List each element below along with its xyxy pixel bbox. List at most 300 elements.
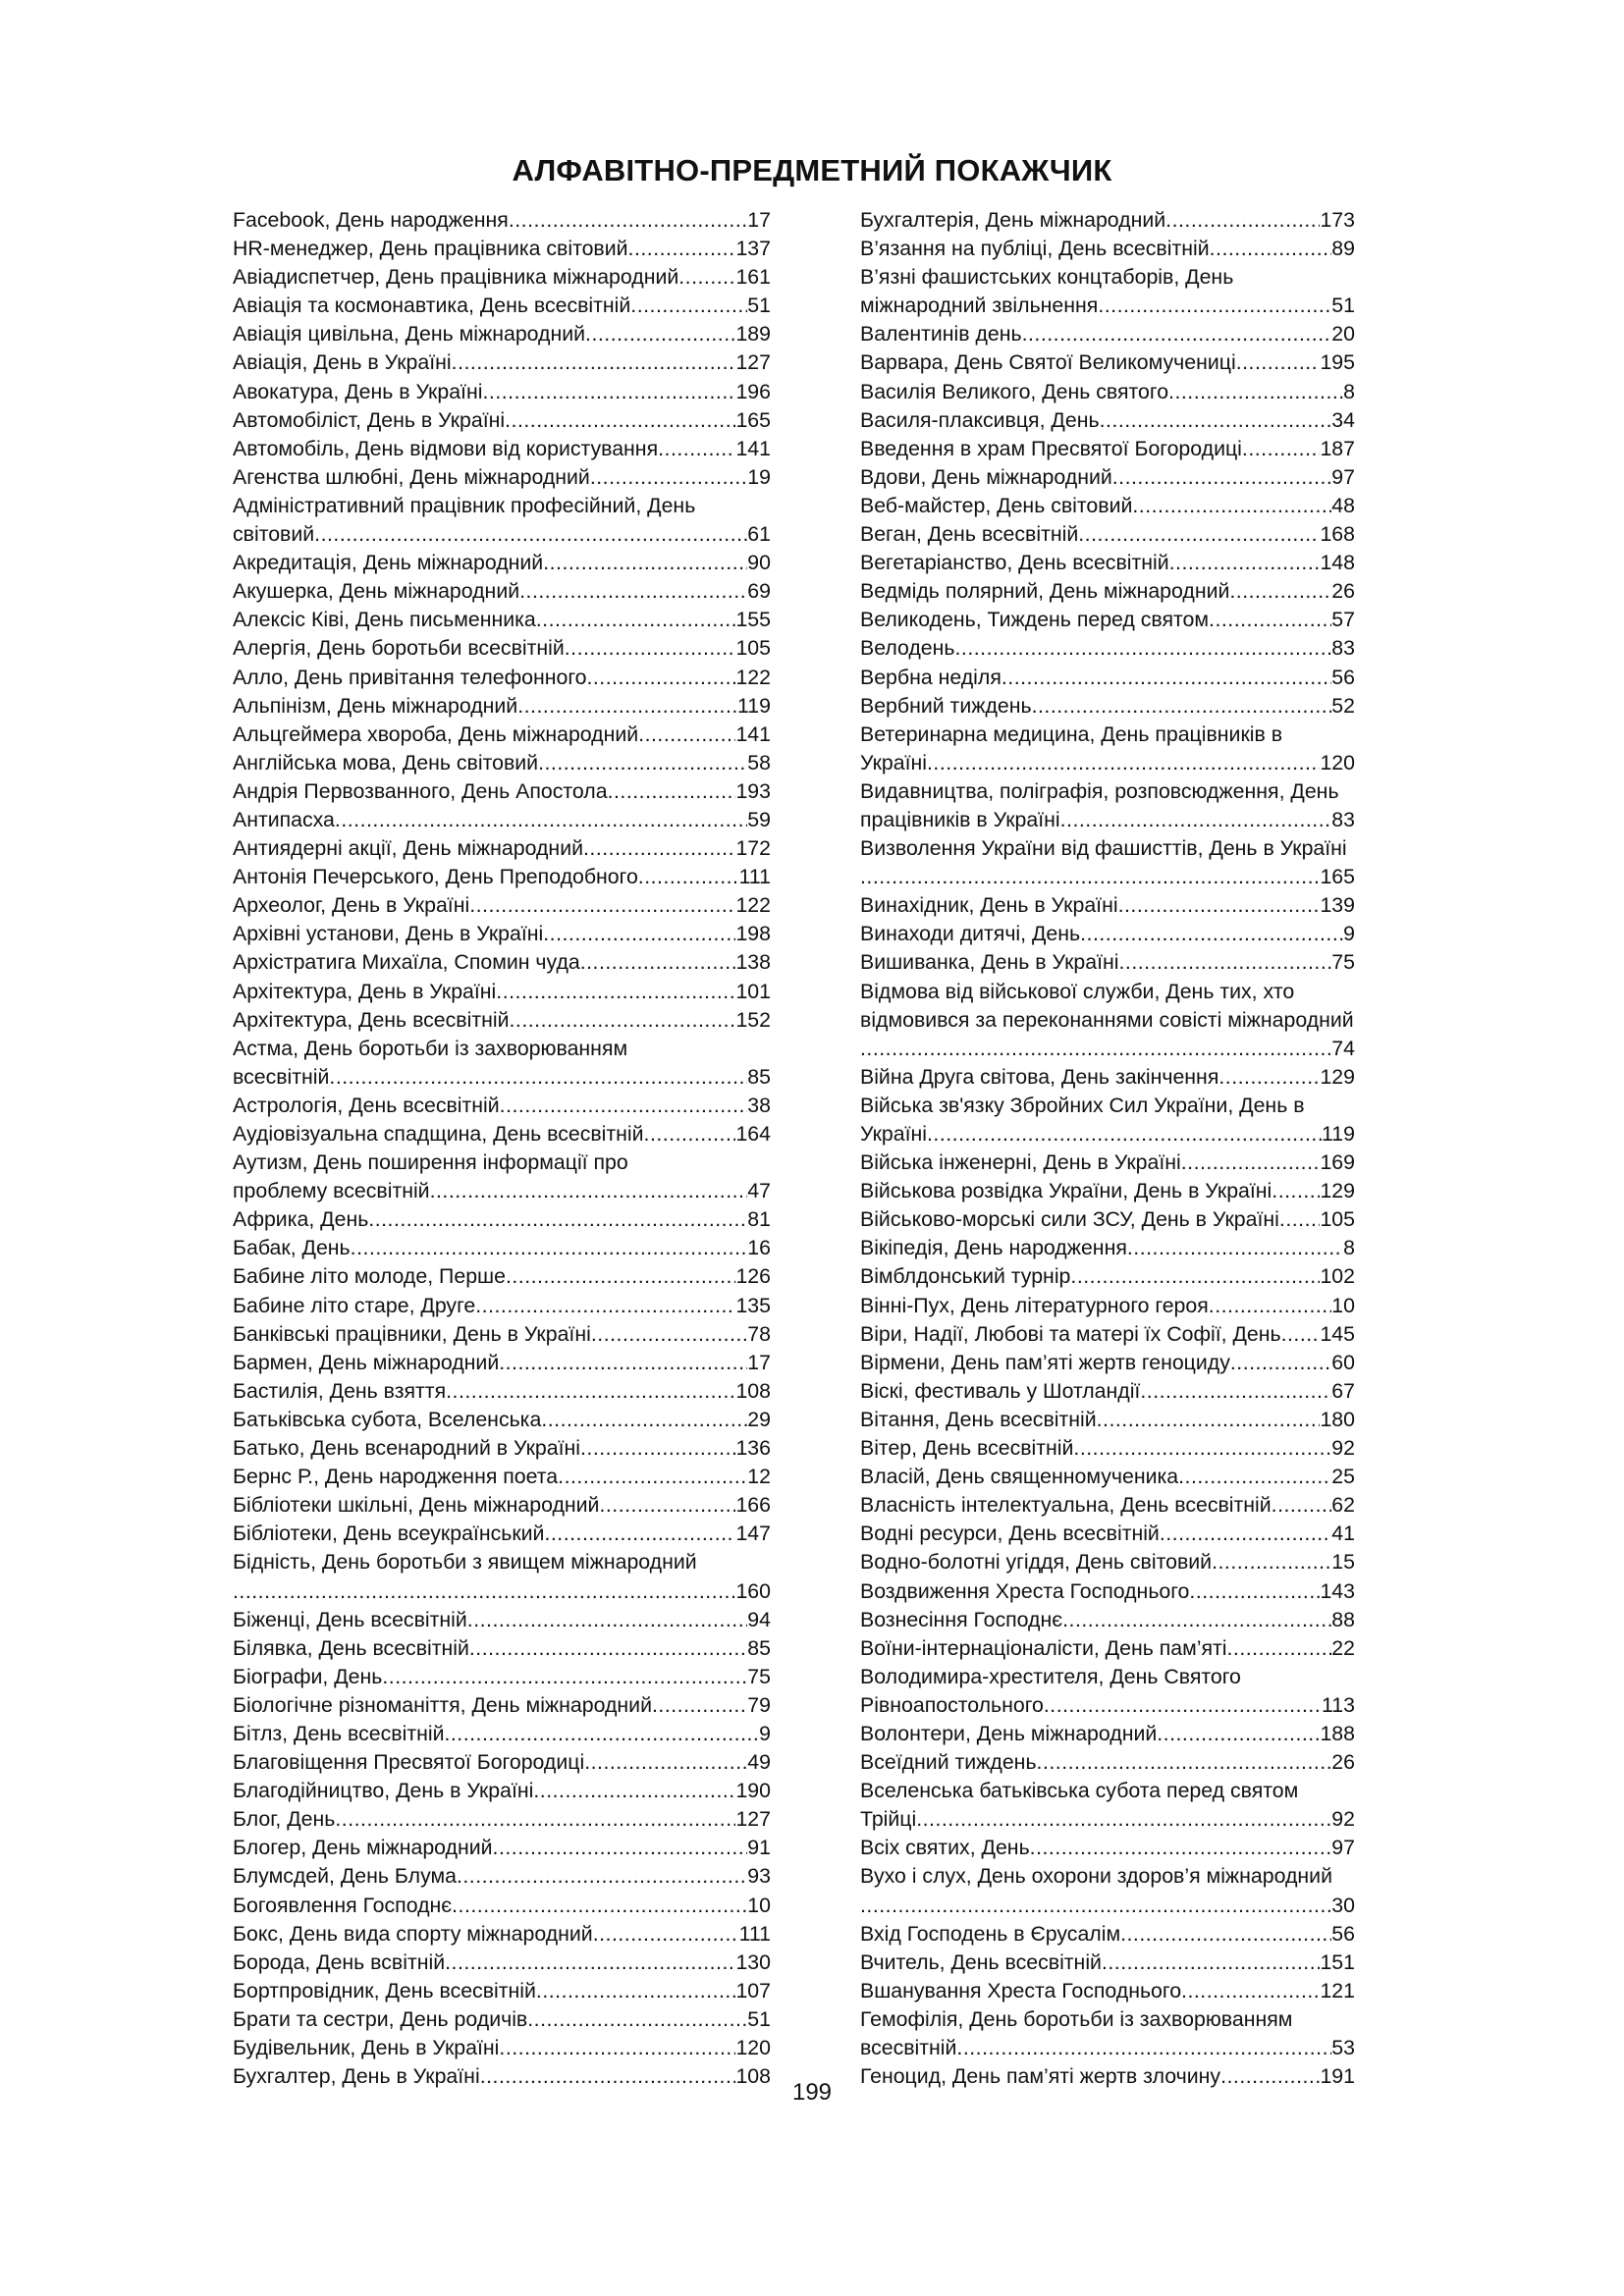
dot-leader (1140, 1377, 1331, 1406)
index-entry-text: Акушерка, День міжнародний (233, 579, 520, 604)
index-entry-text: Африка, День (233, 1207, 369, 1232)
index-entry-page: 143 (1320, 1578, 1355, 1603)
index-entry-text: Ведмідь полярний, День міжнародний (860, 579, 1230, 604)
index-entry-text: Благовіщення Пресвятої Богородиці (233, 1750, 585, 1775)
index-entry-text: Блог, День (233, 1807, 336, 1832)
index-entry (860, 1577, 1355, 1606)
index-entry-text: Автомобіль, День відмови від користування (233, 436, 659, 460)
dot-leader (583, 834, 735, 863)
index-entry-page: 139 (1320, 893, 1355, 918)
index-entry-text: проблему всесвітній (233, 1179, 430, 1203)
dot-leader (1181, 1977, 1320, 2005)
index-entry-text: Автомобіліст, День в Україні (233, 407, 506, 432)
index-entry (233, 378, 771, 406)
index-entry-leader-line (860, 435, 1355, 463)
index-entry-text: Алексіс Ківі, День письменника (233, 608, 536, 632)
index-entry (860, 235, 1355, 263)
index-entry (233, 320, 771, 348)
dot-leader (1281, 1320, 1321, 1349)
index-entry-page: 122 (735, 665, 771, 689)
index-entry-page: 190 (735, 1779, 771, 1803)
dot-leader (430, 1177, 748, 1205)
index-entry-text: світовий (233, 522, 315, 547)
index-entry-page: 58 (747, 750, 771, 774)
index-entry-page: 67 (1331, 1378, 1355, 1403)
index-entry (233, 1377, 771, 1406)
index-entry-page: 8 (1343, 1236, 1355, 1260)
index-entry (233, 978, 771, 1006)
index-entry-page: 29 (747, 1407, 771, 1431)
dot-leader (644, 1120, 736, 1148)
index-entry-page: 15 (1331, 1550, 1355, 1575)
dot-leader (1230, 1349, 1331, 1377)
dot-leader (544, 1520, 735, 1548)
dot-leader (630, 292, 747, 320)
index-entry (233, 292, 771, 320)
index-entry-text: Бібліотеки, День всеукраїнський (233, 1522, 545, 1546)
dot-leader (1236, 348, 1321, 377)
index-entry-text: Гемофілія, День боротьби із захворюванням (860, 2006, 1293, 2031)
index-entry-page: 57 (1331, 608, 1355, 632)
dot-leader (509, 1006, 735, 1035)
index-entry (860, 378, 1355, 406)
index-entry-text: Війська зв'язку Збройних Сил України, День в (860, 1093, 1305, 1117)
index-entry-leader-line (860, 1920, 1355, 1949)
index-entry-text: Акредитація, День міжнародний (233, 551, 544, 575)
index-entry (233, 1949, 771, 1977)
index-entry-text: HR-менеджер, День працівника світовий (233, 237, 628, 261)
index-entry-text: Альцгеймера хвороба, День міжнародний (233, 721, 639, 746)
dot-leader (1127, 1234, 1343, 1262)
index-entry-text: Власність інтелектуальна, День всесвітній (860, 1493, 1272, 1518)
dot-leader (452, 1892, 747, 1920)
index-entry-leader-line (860, 1406, 1355, 1434)
index-entry-leader-line (860, 406, 1355, 435)
dot-leader (500, 1092, 748, 1120)
index-entry (860, 920, 1355, 948)
index-entry-page: 22 (1331, 1635, 1355, 1660)
index-entry (233, 1548, 771, 1605)
index-entry-page: 164 (735, 1122, 771, 1146)
index-entry-page: 94 (747, 1607, 771, 1631)
index-entry-text: Війна Друга світова, День закінчення (860, 1064, 1219, 1089)
index-entry-page: 160 (735, 1578, 771, 1603)
index-entry-leader-line (233, 2034, 771, 2062)
index-entry-leader-line (233, 1720, 771, 1748)
index-entry (233, 749, 771, 777)
dot-leader (469, 891, 735, 920)
dot-leader (1022, 320, 1332, 348)
index-entry-text: міжнародний звільнення (860, 294, 1099, 318)
index-entry-text: Бармен, День міжнародний (233, 1350, 500, 1374)
dot-leader (543, 549, 747, 577)
index-entry-page: 111 (738, 1921, 771, 1946)
index-entry-leader-line (860, 1805, 1355, 1834)
dot-leader (1073, 1434, 1331, 1463)
index-entry (860, 1434, 1355, 1463)
index-entry-leader-line (860, 692, 1355, 721)
index-entry (233, 692, 771, 721)
dot-leader (1165, 206, 1320, 235)
dot-leader (1218, 1063, 1320, 1092)
index-entry (860, 606, 1355, 634)
index-entry-leader-line (233, 435, 771, 463)
index-entry-page: 79 (747, 1692, 771, 1717)
index-entry-leader-line (233, 1377, 771, 1406)
dot-leader (1157, 1720, 1320, 1748)
index-entry-text: Вікіпедія, День народження (860, 1236, 1127, 1260)
index-entry-page: 92 (1331, 1436, 1355, 1461)
index-entry (233, 1148, 771, 1205)
dot-leader (1060, 806, 1332, 834)
index-entry-leader-line (233, 777, 771, 806)
index-entry (233, 1035, 771, 1092)
index-entry-leader-line (233, 2005, 771, 2034)
index-entry-leader-line (860, 378, 1355, 406)
index-entry-page: 141 (735, 436, 771, 460)
index-entry-text: Всеїдний тиждень (860, 1750, 1037, 1775)
dot-leader (536, 1977, 736, 2005)
index-entry-leader-line (233, 634, 771, 663)
dot-leader (1070, 1262, 1320, 1291)
index-entry (860, 1406, 1355, 1434)
index-entry-text: Андрія Первозванного, День Апостола (233, 778, 608, 803)
dot-leader (1001, 664, 1331, 692)
index-entry (233, 1606, 771, 1634)
index-entry-text: Визволення України від фашисттів, День в Україні (860, 836, 1347, 861)
index-entry-text: Вітання, День всесвітній (860, 1407, 1097, 1431)
dot-leader (652, 1691, 747, 1720)
dot-leader (467, 1606, 748, 1634)
index-entry-leader-line (860, 948, 1355, 977)
dot-leader (517, 692, 737, 721)
index-entry-page: 60 (1331, 1350, 1355, 1374)
index-entry-leader-line (860, 606, 1355, 634)
dot-leader (1168, 378, 1343, 406)
index-entry-text: Валентинів день (860, 322, 1022, 347)
index-entry-text: Віскі, фестиваль у Шотландії (860, 1378, 1141, 1403)
index-entry (860, 1634, 1355, 1663)
index-entry-page: 88 (1331, 1607, 1355, 1631)
index-entry (233, 1691, 771, 1720)
index-entry-page: 56 (1331, 1921, 1355, 1946)
index-entry-page: 120 (1320, 750, 1355, 774)
index-entry (860, 1234, 1355, 1262)
index-entry-page: 105 (1320, 1207, 1355, 1232)
index-entry-leader-line (860, 1035, 1355, 1063)
index-entry-page: 56 (1331, 665, 1355, 689)
index-entry-text: Василя-плаксивця, День (860, 407, 1100, 432)
index-entry-leader-line (233, 1920, 771, 1949)
index-entry-leader-line (233, 1292, 771, 1320)
index-entry-text: Рівноапостольного (860, 1692, 1044, 1717)
index-entry-page: 173 (1320, 208, 1355, 232)
dot-leader (565, 634, 736, 663)
index-entry-text: Будівельник, День в Україні (233, 2036, 500, 2059)
index-entry-page: 52 (1331, 693, 1355, 718)
index-entry-text: Бібліотеки шкільні, День міжнародний (233, 1493, 600, 1518)
page-title: АЛФАВІТНО-ПРЕДМЕТНИЙ ПОКАЖЧИК (512, 153, 1112, 187)
index-entry-leader-line (233, 834, 771, 863)
index-entry-page: 61 (747, 522, 771, 547)
index-entry-leader-line (233, 806, 771, 834)
index-entry-text: Вселенська батьківська субота перед святом (860, 1779, 1299, 1803)
index-entry-text: Війська інженерні, День в Україні (860, 1150, 1181, 1175)
index-entry (233, 1862, 771, 1891)
index-entry (860, 1205, 1355, 1234)
index-entry-page: 26 (1331, 579, 1355, 604)
index-entry-text: Білявка, День всесвітній (233, 1635, 469, 1660)
dot-leader (599, 1491, 735, 1520)
dot-leader (1102, 1949, 1321, 1977)
index-entry-text: Бухгалтер, День в Україні (233, 2064, 480, 2089)
index-entry (860, 549, 1355, 577)
dot-leader (860, 1035, 1331, 1063)
dot-leader (956, 2034, 1331, 2062)
index-entry-leader-line (860, 1577, 1355, 1606)
index-entry-leader-line (860, 1691, 1355, 1720)
index-entry (233, 721, 771, 749)
dot-leader (519, 577, 747, 606)
index-entry-leader-line (233, 577, 771, 606)
index-entry-text: Бабак, День (233, 1236, 351, 1260)
index-entry-page: 148 (1320, 551, 1355, 575)
index-entry-page: 127 (735, 350, 771, 375)
index-entry-page: 151 (1320, 1949, 1355, 1974)
index-entry-page: 101 (735, 979, 771, 1003)
dot-leader (591, 1320, 747, 1349)
index-entry-page: 129 (1320, 1064, 1355, 1089)
page-number: 199 (791, 2079, 833, 2106)
index-entry-text: Адміністративний працівник професійний, День (233, 493, 696, 517)
dot-leader (1030, 1834, 1332, 1862)
dot-leader (457, 1862, 747, 1891)
index-entry-text: Авокатура, День в Україні (233, 379, 483, 403)
index-entry-text: Архістратига Михаїла, Спомин чуда (233, 950, 580, 975)
index-entry-leader-line (860, 206, 1355, 235)
index-entry-text: Відмова від військової служби, День тих, хто (860, 979, 1295, 1003)
index-entry-leader-line (233, 1406, 771, 1434)
index-entry-leader-line (860, 1262, 1355, 1291)
index-entry-leader-line (233, 664, 771, 692)
dot-leader (475, 1292, 735, 1320)
index-entry (860, 1292, 1355, 1320)
index-entry-page: 89 (1331, 237, 1355, 261)
index-entry-page: 17 (747, 1350, 771, 1374)
index-entry (233, 1520, 771, 1548)
index-entry-leader-line (233, 292, 771, 320)
index-entry-page: 107 (735, 1978, 771, 2002)
index-entry-leader-line (233, 1006, 771, 1035)
index-entry-leader-line (860, 463, 1355, 492)
index-entry-text: Астма, День боротьби із захворюванням (233, 1036, 628, 1060)
index-entry-page: 8 (1343, 379, 1355, 403)
index-entry (860, 1491, 1355, 1520)
index-entry-leader-line (860, 1205, 1355, 1234)
index-entry (860, 1977, 1355, 2005)
index-entry-leader-line (233, 320, 771, 348)
index-entry (860, 1463, 1355, 1491)
dot-leader (638, 721, 735, 749)
index-entry (860, 1920, 1355, 1949)
index-entry-leader-line (233, 749, 771, 777)
index-entry (233, 1491, 771, 1520)
index-entry (233, 1406, 771, 1434)
index-entry (233, 606, 771, 634)
dot-leader (1189, 1577, 1320, 1606)
dot-leader (558, 1463, 747, 1491)
index-entry (233, 920, 771, 948)
dot-leader (469, 1634, 747, 1663)
index-entry-text: Астрологія, День всесвітній (233, 1093, 500, 1117)
index-entry (233, 1434, 771, 1463)
dot-leader (536, 606, 736, 634)
index-entry-text: Бабине літо старе, Друге (233, 1293, 476, 1317)
index-entry (860, 692, 1355, 721)
index-entry (860, 978, 1355, 1063)
index-entry-page: 17 (747, 208, 771, 232)
index-entry-text: Авіадиспетчер, День працівника міжнародний (233, 265, 679, 290)
index-entry-text: Військово-морські сили ЗСУ, День в Україні (860, 1207, 1279, 1232)
index-entry-text: Бортпровідник, День всесвітній (233, 1978, 536, 2002)
index-entry-text: Банківські працівники, День в Україні (233, 1321, 591, 1346)
index-entry (860, 834, 1355, 891)
index-entry-page: 9 (1343, 922, 1355, 946)
index-entry (860, 206, 1355, 235)
index-entry-text: Вімблдонський турнір (860, 1264, 1071, 1289)
index-entry-text: Володимира-хрестителя, День Святого (860, 1664, 1241, 1688)
index-entry-page: 10 (747, 1893, 771, 1917)
index-entry (860, 520, 1355, 549)
index-entry-text: Великодень, Тиждень перед святом (860, 608, 1210, 632)
index-entry-page: 91 (747, 1836, 771, 1860)
index-entry-leader-line (860, 520, 1355, 549)
index-entry-page: 165 (1320, 865, 1355, 889)
index-entry-page: 51 (747, 294, 771, 318)
index-entry-text: Вербна неділя (860, 665, 1001, 689)
index-entry-leader-line (233, 406, 771, 435)
index-entry-text: Всіх святих, День (860, 1836, 1030, 1860)
dot-leader (1132, 492, 1331, 520)
index-entry-text: Антиядерні акції, День міжнародний (233, 836, 583, 861)
index-entry (860, 1720, 1355, 1748)
index-entry-leader-line (233, 1349, 771, 1377)
index-entry-leader-line (233, 263, 771, 292)
index-entry-text: Батьківська субота, Вселенська (233, 1407, 542, 1431)
index-entry-text: Антипасха (233, 807, 335, 831)
dot-leader (1227, 1634, 1332, 1663)
index-entry (233, 406, 771, 435)
dot-leader (543, 920, 735, 948)
index-entry-leader-line (860, 1949, 1355, 1977)
index-entry (860, 1092, 1355, 1148)
index-entry (233, 891, 771, 920)
dot-leader (1098, 292, 1331, 320)
index-entry-text: Авіація цивільна, День міжнародний (233, 322, 586, 347)
dot-leader (538, 749, 747, 777)
index-entry (233, 1720, 771, 1748)
dot-leader (335, 1805, 735, 1834)
dot-leader (452, 348, 736, 377)
dot-leader (527, 2005, 747, 2034)
index-entry-text: Англійська мова, День світовий (233, 750, 539, 774)
index-entry-leader-line (233, 1691, 771, 1720)
dot-leader (446, 1377, 735, 1406)
index-entry-text: Винаходи дитячі, День (860, 922, 1081, 946)
index-entry (233, 235, 771, 263)
index-entry-leader-line (860, 1377, 1355, 1406)
index-entry-text: Воїни-інтернаціоналісти, День пам’яті (860, 1635, 1227, 1660)
index-entry-text: Вхід Господень в Єрусалім (860, 1921, 1121, 1946)
index-entry-leader-line (233, 1663, 771, 1691)
index-entry (233, 863, 771, 891)
index-entry-text: Вухо і слух, День охорони здоров’я міжнародний (860, 1864, 1332, 1889)
index-entry (860, 721, 1355, 777)
index-entry-page: 83 (1331, 636, 1355, 661)
index-entry-page: 135 (735, 1293, 771, 1317)
dot-leader (1160, 1520, 1331, 1548)
index-entry-leader-line (233, 1063, 771, 1092)
index-column-left (233, 206, 771, 2091)
index-entry-page: 137 (735, 237, 771, 261)
dot-leader (916, 1805, 1331, 1834)
index-entry-leader-line (860, 1234, 1355, 1262)
index-entry (233, 1205, 771, 1234)
index-entry-text: Алло, День привітання телефонного (233, 665, 587, 689)
dot-leader (506, 1262, 735, 1291)
index-entry-page: 90 (747, 551, 771, 575)
index-entry-leader-line (233, 1862, 771, 1891)
index-entry-leader-line (860, 1892, 1355, 1920)
index-entry-page: 119 (737, 693, 771, 718)
index-entry-text: всесвітній (860, 2036, 957, 2059)
index-entry-text: Вегетаріанство, День всесвітній (860, 551, 1169, 575)
index-entry (233, 492, 771, 549)
index-entry-text: Вінні-Пух, День літературного героя (860, 1293, 1209, 1317)
index-entry-page: 193 (735, 778, 771, 803)
index-entry-text: Авіація та космонавтика, День всесвітній (233, 294, 631, 318)
index-entry-leader-line (860, 806, 1355, 834)
index-entry-leader-line (233, 1577, 771, 1606)
index-entry-leader-line (860, 1120, 1355, 1148)
dot-leader (593, 1920, 739, 1949)
index-entry-text: Вшанування Хреста Господнього (860, 1978, 1182, 2002)
dot-leader (860, 863, 1320, 891)
index-entry-page: 48 (1331, 493, 1355, 517)
index-entry (233, 206, 771, 235)
index-entry-leader-line (860, 1634, 1355, 1663)
index-entry-text: Варвара, День Святої Великомучениці (860, 350, 1236, 375)
index-entry-page: 19 (747, 464, 771, 489)
dot-leader (1118, 891, 1321, 920)
index-entry-text: Біологічне різноманіття, День міжнародний (233, 1692, 652, 1717)
index-entry-page: 102 (1320, 1264, 1355, 1289)
dot-leader (1242, 435, 1321, 463)
index-entry-text: В’язання на публіці, День всесвітній (860, 237, 1210, 261)
index-entry (860, 406, 1355, 435)
dot-leader (499, 1349, 747, 1377)
index-entry-page: 20 (1331, 322, 1355, 347)
dot-leader (580, 948, 736, 977)
index-entry-leader-line (233, 1520, 771, 1548)
index-entry-page: 191 (1320, 2064, 1355, 2089)
index-entry-leader-line (860, 549, 1355, 577)
index-entry-text: Бокс, День вида спорту міжнародний (233, 1921, 593, 1946)
index-entry-text: Алергія, День боротьби всесвітній (233, 636, 565, 661)
index-entry-text: Вдови, День міжнародний (860, 464, 1112, 489)
index-entry-leader-line (233, 1977, 771, 2005)
index-entry-page: 16 (747, 1236, 771, 1260)
